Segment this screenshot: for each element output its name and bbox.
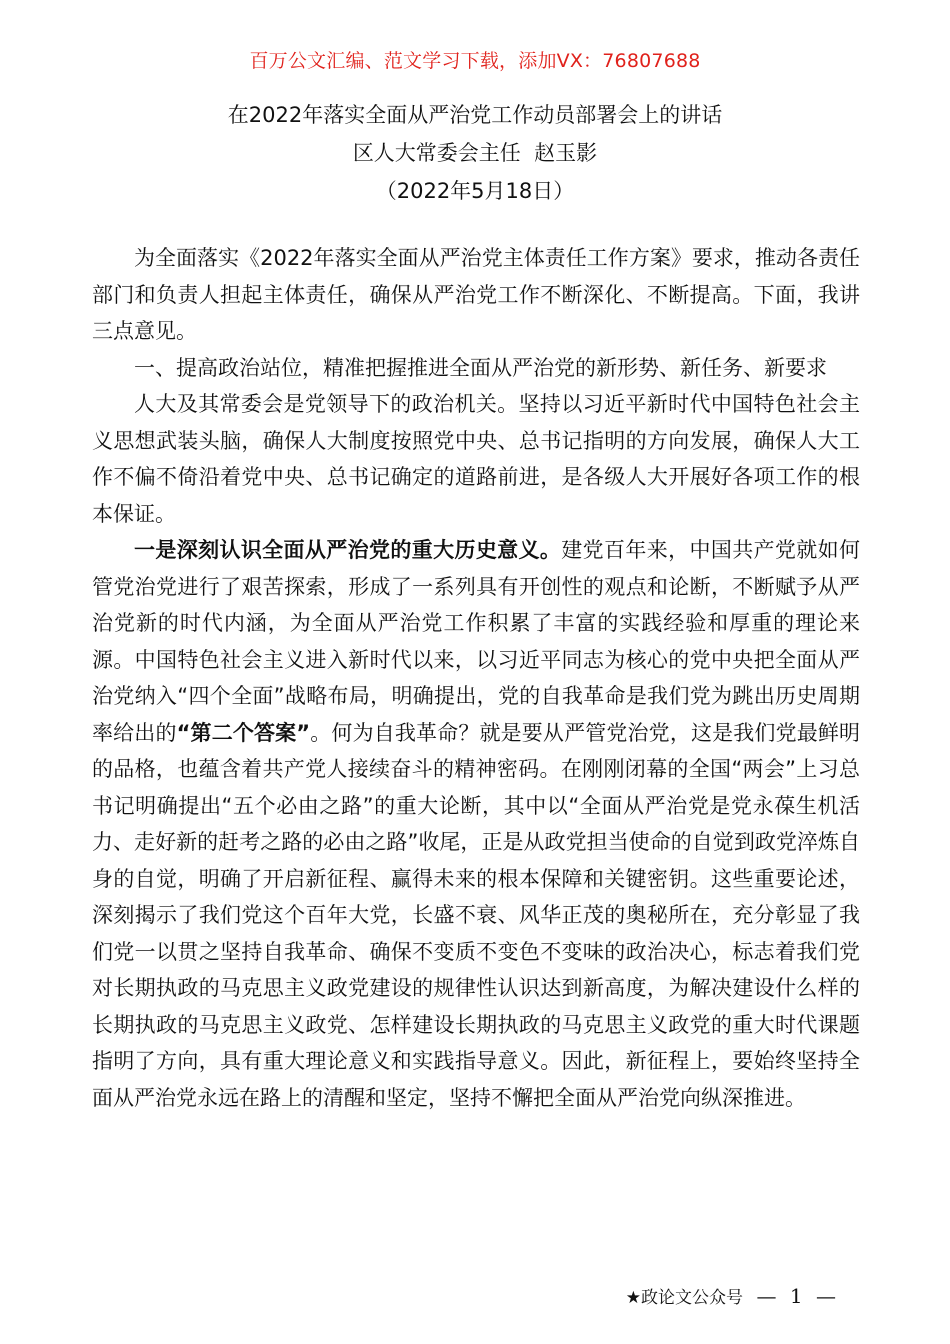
footer-dash-left: — — [756, 1284, 777, 1308]
paragraph-context: 人大及其常委会是党领导下的政治机关。坚持以习近平新时代中国特色社会主义思想武装头脑，确保人大制度按照党中央、总书记指明的方向发展，确保人大工作不偏不倚沿着党中央、总书记确定的道路前进，是各级人大开展好各项工作的根本保证。 — [92, 392, 860, 526]
document-title: 在2022年落实全面从严治党工作动员部署会上的讲话 — [227, 103, 723, 127]
title-block — [0, 96, 950, 210]
speaker-line: 区人大常委会主任 赵玉影 — [352, 141, 598, 165]
footer-dash-right: — — [816, 1284, 836, 1308]
point-1-heading: 一是深刻认识全面从严治党的重大历史意义。 — [134, 538, 562, 562]
second-answer-emphasis: “第二个答案” — [176, 720, 311, 745]
promo-banner: 百万公文汇编、范文学习下载，添加VX：76807688 — [249, 50, 701, 72]
paragraph-point-1 — [92, 532, 860, 1116]
document-body — [92, 240, 860, 1116]
point-1-text-a: 建党百年来，中国共产党就如何管党治党进行了艰苦探索，形成了一系列具有开创性的观点和论断，不断赋予从严治党新的时代内涵，为全面从严治党工作积累了丰富的实践经验和厚重的理论来源。中国特色社会主义进入新时代以来，以习近平同志为核心的党中央把全面从严治党纳入“四个全面”战略布局，明确提出，党的自我革命是我们党为跳出历史周期率给出的 — [92, 538, 861, 745]
section-heading-1: 一、提高政治站位，精准把握推进全面从严治党的新形势、新任务、新要求 — [134, 355, 827, 380]
footer-source: ★政论文公众号 — [625, 1288, 744, 1308]
page-number: 1 — [789, 1284, 803, 1308]
paragraph-intro: 为全面落实《2022年落实全面从严治党主体责任工作方案》要求，推动各责任部门和负责人担起主体责任，确保从严治党工作不断深化、不断提高。下面，我讲三点意见。 — [92, 246, 860, 343]
point-1-text-b: 。何为自我革命？就是要从严管党治党，这是我们党最鲜明的品格，也蕴含着共产党人接续奋斗的精神密码。在刚刚闭幕的全国“两会”上习总书记明确提出“五个必由之路”的重大论断，其中以“全面从严治党是党永葆生机活力、走好新的赶考之路的必由之路”收尾，正是从政党担当使命的自觉到政党淬炼自身的自觉，明确了开启新征程、赢得未来的根本保障和关键密钥。这些重要论述，深刻揭示了我们党这个百年大党，长盛不衰、风华正茂的奥秘所在，充分彰显了我们党一以贯之坚持自我革命、确保不变质不变色不变味的政治决心，标志着我们党对长期执政的马克思主义政党建设的规律性认识达到新高度，为解决建设什么样的长期执政的马克思主义政党、怎样建设长期执政的马克思主义政党的重大时代课题指明了方向，具有重大理论意义和实践指导意义。因此，新征程上，要始终坚持全面从严治党永远在路上的清醒和坚定，坚持不懈把全面从严治党向纵深推进。 — [92, 720, 861, 1110]
page-footer — [626, 1283, 836, 1308]
speech-date: （2022年5月18日） — [375, 179, 575, 203]
